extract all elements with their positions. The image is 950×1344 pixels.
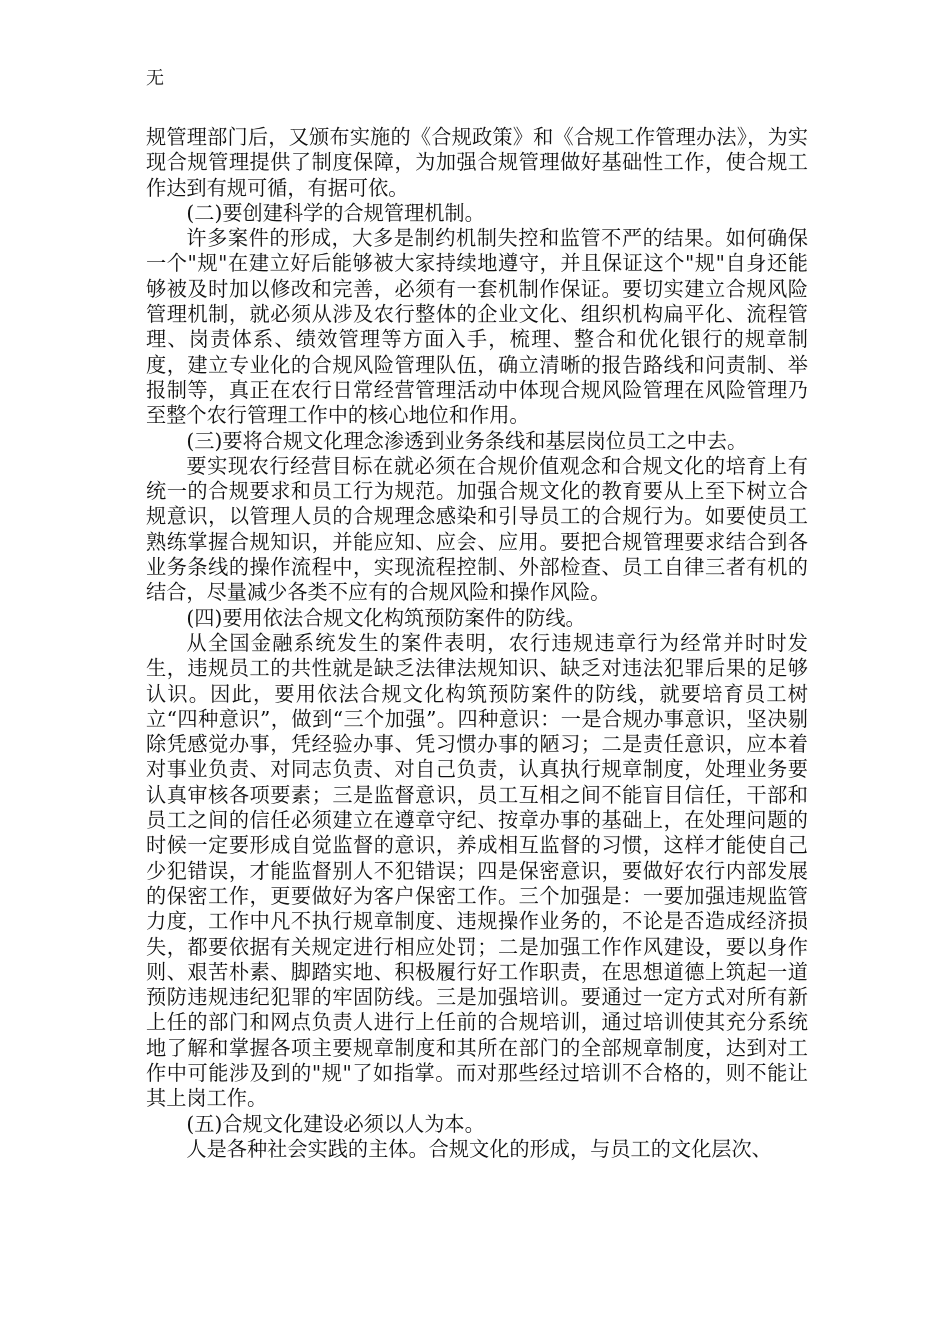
section-heading: (二)要创建科学的合规管理机制。: [186, 200, 485, 225]
body-paragraph: 规管理部门后，又颁布实施的《合规政策》和《合规工作管理办法》，为实现合规管理提供了制度保障，为加强合规管理做好基础性工作，使合规工作达到有规可循，有据可依。: [146, 125, 808, 200]
document-body: [146, 125, 808, 1162]
section-heading: (五)合规文化建设必须以人为本。: [186, 1111, 485, 1136]
body-paragraph: 人是各种社会实践的主体。合规文化的形成，与员工的文化层次、: [186, 1136, 772, 1161]
body-paragraph: 要实现农行经营目标在就必须在合规价值观念和合规文化的培育上有统一的合规要求和员工行为规范。加强合规文化的教育要从上至下树立合规意识，以管理人员的合规理念感染和引导员工的合规行为。如要使员工熟练掌握合规知识，并能应知、应会、应用。要把合规管理要求结合到各业务条线的操作流程中，实现流程控制、外部检查、员工自律三者有机的结合，尽量减少各类不应有的合规风险和操作风险。: [146, 453, 808, 605]
page-header-label: 无: [146, 68, 164, 89]
section-heading: (四)要用依法合规文化构筑预防案件的防线。: [186, 605, 586, 630]
section-heading: (三)要将合规文化理念渗透到业务条线和基层岗位员工之中去。: [186, 428, 748, 453]
body-paragraph: 许多案件的形成，大多是制约机制失控和监管不严的结果。如何确保一个"规"在建立好后能够被大家持续地遵守，并且保证这个"规"自身还能够被及时加以修改和完善，必须有一套机制作保证。要切实建立合规风险管理机制，就必须从涉及农行整体的企业文化、组织机构扁平化、流程管理、岗责体系、绩效管理等方面入手，梳理、整合和优化银行的规章制度，建立专业化的合规风险管理队伍，确立清晰的报告路线和问责制、举报制等，真正在农行日常经营管理活动中体现合规风险管理在风险管理乃至整个农行管理工作中的核心地位和作用。: [146, 226, 808, 428]
body-paragraph: 从全国金融系统发生的案件表明，农行违规违章行为经常并时时发生，违规员工的共性就是缺乏法律法规知识、缺乏对违法犯罪后果的足够认识。因此，要用依法合规文化构筑预防案件的防线，就要培育员工树立“四种意识”，做到“三个加强”。四种意识：一是合规办事意识，坚决剔除凭感觉办事，凭经验办事、凭习惯办事的陋习；二是责任意识，应本着对事业负责、对同志负责、对自己负责，认真执行规章制度，处理业务要认真审核各项要素；三是监督意识，员工互相之间不能盲目信任，干部和员工之间的信任必须建立在遵章守纪、按章办事的基础上，在处理问题的时候一定要形成自觉监督的意识，养成相互监督的习惯，这样才能使自己少犯错误，才能监督别人不犯错误；四是保密意识，要做好农行内部发展的保密工作，更要做好为客户保密工作。三个加强是：一要加强违规监管力度，工作中凡不执行规章制度、违规操作业务的，不论是否造成经济损失，都要依据有关规定进行相应处罚；二是加强工作作风建设，要以身作则、艰苦朴素、脚踏实地、积极履行好工作职责，在思想道德上筑起一道预防违规违纪犯罪的牢固防线。三是加强培训。要通过一定方式对所有新上任的部门和网点负责人进行上任前的合规培训，通过培训使其充分系统地了解和掌握各项主要规章制度和其所在部门的全部规章制度，达到对工作中可能涉及到的"规"了如指掌。而对那些经过培训不合格的，则不能让其上岗工作。: [146, 630, 808, 1111]
